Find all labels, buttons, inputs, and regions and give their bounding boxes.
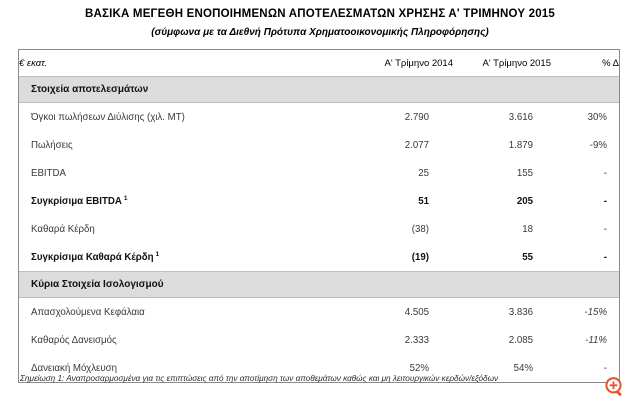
cell-value-2014: 51 [418,195,429,207]
table-row [19,187,619,215]
row-label [19,159,349,187]
table-row [19,326,619,354]
financial-table-container [18,49,620,383]
cell-value-2015: 1.879 [508,139,533,151]
row-label-text: Συγκρίσιμα EBITDA [31,196,122,208]
table-header-row [19,50,619,77]
cell-value-2014: 2.333 [404,334,429,346]
column-header-delta: % Δ [602,57,619,69]
row-label-text: Πωλήσεις [31,139,73,151]
table-row [19,215,619,243]
column-header-unit: € εκατ. [19,57,48,69]
footnote-marker: 1 [123,194,128,202]
cell-value-delta: - [603,195,607,207]
table-row [19,243,619,272]
row-label [19,103,349,132]
row-label [19,243,349,272]
row-label [19,187,349,215]
cell-value-2015: 3.836 [508,306,533,318]
cell-value-2015: 3.616 [508,111,533,123]
cell-value-delta: - [603,251,607,263]
zoom-in-icon[interactable] [604,376,626,398]
cell-value-2014: 4.505 [404,306,429,318]
table-section-header-row [19,272,619,298]
table-section-header-row [19,77,619,103]
page-title: ΒΑΣΙΚΑ ΜΕΓΕΘΗ ΕΝΟΠΟΙΗΜΕΝΩΝ ΑΠΟΤΕΛΕΣΜΑΤΩΝ ΧΡΗΣΗΣ Α' ΤΡΙΜΗΝΟΥ 2015 [85,8,555,20]
cell-value-2015: 155 [516,167,533,179]
cell-value-2015: 55 [522,251,533,263]
row-label-text: Απασχολούμενα Κεφάλαια [31,306,145,318]
cell-value-delta: - [603,362,607,374]
row-label [19,131,349,159]
cell-value-delta: - [603,167,607,179]
row-label-text: EBITDA [31,167,66,179]
cell-value-2014: (19) [411,251,429,263]
footnote-marker: 1 [155,250,160,258]
table-row [19,159,619,187]
title-block [0,0,640,40]
row-label-text: Καθαρά Κέρδη [31,223,95,235]
row-label [19,298,349,327]
cell-value-2014: 25 [418,167,429,179]
cell-value-delta: -11% [585,334,607,346]
cell-value-2014: 2.077 [404,139,429,151]
column-header-2015: Α' Τρίμηνο 2015 [482,57,551,69]
footnote-text: Σημείωση 1: Αναπροσαρμοσμένα για τις επιπτώσεις από την αποτίμηση των αποθεμάτων καθώς και μη λειτουργικών κερδών/εξόδων [20,374,499,383]
table-row [19,103,619,132]
cell-value-2014: (38) [411,223,429,235]
table-row [19,298,619,327]
section-heading: Κύρια Στοιχεία Ισολογισμού [19,272,619,298]
row-label-text: Καθαρός Δανεισμός [31,334,117,346]
row-label [19,215,349,243]
row-label-text: Όγκοι πωλήσεων Διύλισης (χιλ. ΜΤ) [31,111,185,123]
financial-table [19,50,619,382]
row-label-text: Δανειακή Μόχλευση [31,362,118,374]
cell-value-2015: 18 [522,223,533,235]
cell-value-delta: -9% [589,139,607,151]
page-subtitle: (σύμφωνα με τα Διεθνή Πρότυπα Χρηματοοικονομικής Πληροφόρησης) [151,27,489,38]
cell-value-2014: 52% [409,362,429,374]
cell-value-2015: 2.085 [508,334,533,346]
section-heading: Στοιχεία αποτελεσμάτων [19,77,619,103]
column-header-2014: Α' Τρίμηνο 2014 [384,57,453,69]
cell-value-2014: 2.790 [404,111,429,123]
cell-value-delta: - [603,223,607,235]
cell-value-2015: 54% [513,362,533,374]
cell-value-2015: 205 [516,195,533,207]
cell-value-delta: -15% [584,306,607,318]
cell-value-delta: 30% [587,111,607,123]
row-label-text: Συγκρίσιμα Καθαρά Κέρδη [31,252,154,264]
table-row [19,131,619,159]
row-label [19,326,349,354]
